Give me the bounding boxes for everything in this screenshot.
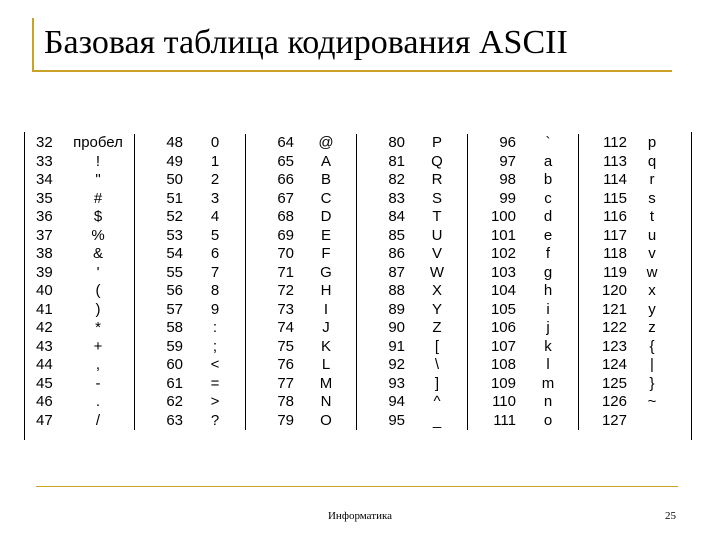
code-cell: 110 [492, 393, 516, 410]
code-cell: 72 [277, 282, 294, 299]
code-cell: 77 [277, 374, 294, 392]
char-cell: M [319, 374, 333, 392]
char-cell: . [95, 393, 101, 410]
code-cell: 59 [166, 337, 183, 355]
code-cell: 120 [601, 282, 627, 299]
char-cell: q [647, 152, 657, 170]
char-cell: ? [210, 411, 220, 429]
char-cell: ! [95, 152, 101, 170]
code-cell: 73 [277, 300, 294, 318]
char-cell: $ [93, 208, 103, 225]
char-cell: C [320, 189, 332, 207]
code-cell: 64 [277, 134, 294, 151]
code-cell: 102 [490, 245, 516, 262]
char-cell: Z [432, 319, 442, 336]
code-cell: 65 [277, 152, 294, 170]
char-cell: 4 [210, 208, 220, 225]
code-cell: 101 [490, 226, 516, 244]
code-cell: 67 [277, 189, 294, 207]
char-cell: n [543, 393, 553, 410]
code-cell: 118 [603, 245, 627, 262]
code-cell: 86 [388, 245, 405, 262]
char-cell: e [543, 226, 553, 244]
table-column-group [579, 134, 675, 430]
char-cell: / [95, 411, 101, 429]
code-cell: 60 [166, 356, 183, 373]
char-cell: R [431, 171, 443, 188]
char-cell: ' [96, 263, 100, 281]
code-cell: 107 [490, 337, 516, 355]
code-column [357, 134, 407, 430]
code-cell: 75 [277, 337, 294, 355]
char-cell: i [546, 300, 550, 318]
code-cell: 127 [601, 411, 627, 429]
char-cell: x [648, 282, 656, 299]
char-cell: m [541, 374, 555, 392]
code-cell: 38 [36, 245, 53, 262]
char-cell: 7 [210, 263, 220, 281]
code-cell: 89 [388, 300, 405, 318]
table-column-group [468, 134, 579, 430]
char-cell: Y [431, 300, 442, 318]
char-cell: = [210, 374, 220, 392]
char-cell: | [650, 356, 654, 373]
code-cell: 119 [603, 263, 627, 281]
char-cell: d [543, 208, 553, 225]
char-cell: ^ [433, 393, 441, 410]
char-cell: J [322, 319, 330, 336]
char-cell: ( [95, 282, 101, 299]
char-cell: v [648, 245, 656, 262]
code-cell: 50 [166, 171, 183, 188]
char-cell: j [546, 319, 550, 336]
code-cell: 126 [601, 393, 627, 410]
code-cell: 42 [36, 319, 53, 336]
code-cell: 56 [166, 282, 183, 299]
code-column [579, 134, 629, 430]
code-cell: 63 [166, 411, 183, 429]
code-cell: 51 [166, 189, 183, 207]
code-cell: 122 [601, 319, 627, 336]
code-cell: 79 [277, 411, 294, 429]
code-cell: 35 [36, 189, 53, 207]
footer-subject: Информатика [327, 510, 393, 522]
code-cell: 99 [499, 189, 516, 207]
char-cell: r [649, 171, 655, 188]
code-cell: 78 [277, 393, 294, 410]
slide-title: Базовая таблица кодирования ASCII [44, 24, 568, 61]
char-cell: ] [434, 374, 440, 392]
code-cell: 117 [603, 226, 627, 244]
code-cell: 57 [166, 300, 183, 318]
code-cell: 76 [277, 356, 294, 373]
code-cell: 105 [490, 300, 516, 318]
code-cell: 66 [277, 171, 294, 188]
code-cell: 74 [277, 319, 294, 336]
char-cell: } [649, 374, 655, 392]
char-cell: + [93, 337, 103, 355]
code-cell: 46 [36, 393, 53, 410]
char-cell: 5 [210, 226, 220, 244]
code-cell: 124 [601, 356, 627, 373]
char-cell: u [647, 226, 657, 244]
char-cell: S [431, 189, 442, 207]
char-cell: X [431, 282, 442, 299]
code-cell: 95 [388, 411, 405, 429]
code-cell: 48 [166, 134, 183, 151]
code-cell: 62 [166, 393, 183, 410]
code-cell: 82 [388, 171, 405, 188]
char-cell: l [546, 356, 550, 373]
code-cell: 113 [603, 152, 627, 170]
char-cell: F [321, 245, 331, 262]
char-cell: O [320, 411, 332, 429]
code-cell: 71 [277, 263, 294, 281]
char-cell: 1 [210, 152, 220, 170]
table-column-group [24, 134, 135, 430]
code-cell: 121 [601, 300, 627, 318]
code-cell: 106 [490, 319, 516, 336]
char-cell: B [320, 171, 331, 188]
code-cell: 43 [36, 337, 53, 355]
code-cell: 68 [277, 208, 294, 225]
code-cell: 91 [388, 337, 405, 355]
code-column [468, 134, 518, 430]
char-column [62, 134, 134, 430]
code-cell: 109 [490, 374, 516, 392]
code-cell: 92 [388, 356, 405, 373]
char-cell: p [647, 134, 657, 151]
code-cell: 98 [499, 171, 516, 188]
char-cell [629, 412, 675, 431]
code-cell: 61 [166, 374, 183, 392]
char-cell: - [95, 374, 101, 392]
code-column [135, 134, 185, 430]
code-cell: 81 [388, 152, 405, 170]
code-cell: 53 [166, 226, 183, 244]
char-cell: k [544, 337, 552, 355]
char-cell: V [431, 245, 442, 262]
char-cell: I [323, 300, 329, 318]
char-cell: g [543, 263, 553, 281]
code-cell: 94 [388, 393, 405, 410]
code-cell: 36 [36, 208, 53, 225]
table-column-group [135, 134, 246, 430]
char-cell: G [320, 263, 332, 281]
code-cell: 116 [603, 208, 627, 225]
char-cell: пробел [73, 134, 123, 151]
char-cell: # [93, 189, 103, 207]
ascii-table [24, 134, 692, 430]
code-cell: 123 [601, 337, 627, 355]
code-cell: 108 [490, 356, 516, 373]
char-cell: N [320, 393, 332, 410]
char-cell: 8 [210, 282, 220, 299]
code-cell: 37 [36, 226, 53, 244]
code-cell: 87 [388, 263, 405, 281]
char-cell: P [431, 134, 442, 151]
code-cell: 100 [490, 208, 516, 225]
char-cell: 0 [210, 134, 220, 151]
char-cell: 9 [210, 300, 220, 318]
code-cell: 80 [388, 134, 405, 151]
code-cell: 90 [388, 319, 405, 336]
char-cell: h [543, 282, 553, 299]
char-cell: : [212, 319, 218, 336]
code-cell: 39 [36, 263, 53, 281]
title-accent-vertical [32, 18, 34, 72]
char-cell: 2 [210, 171, 220, 188]
char-cell: b [543, 171, 553, 188]
code-cell: 84 [388, 208, 405, 225]
code-cell: 96 [499, 134, 516, 151]
code-cell: 112 [603, 134, 627, 151]
code-column [24, 134, 62, 430]
char-cell: ) [95, 300, 101, 318]
code-cell: 49 [166, 152, 183, 170]
char-cell: , [95, 356, 101, 373]
char-cell: & [92, 245, 103, 262]
code-cell: 58 [166, 319, 183, 336]
char-column [629, 134, 675, 430]
char-cell: w [646, 263, 658, 281]
char-cell: @ [318, 134, 334, 151]
char-cell: > [210, 393, 220, 410]
code-cell: 52 [166, 208, 183, 225]
code-cell: 103 [490, 263, 516, 281]
code-cell: 44 [36, 356, 53, 373]
code-cell: 47 [36, 411, 53, 429]
page-number: 25 [665, 510, 676, 522]
table-column-group [357, 134, 468, 430]
char-cell: % [91, 226, 105, 244]
code-cell: 41 [36, 300, 53, 318]
char-cell: o [543, 411, 553, 429]
char-cell: ~ [647, 393, 657, 410]
char-cell: { [649, 337, 655, 355]
code-cell: 88 [388, 282, 405, 299]
char-column [518, 134, 578, 430]
code-cell: 85 [388, 226, 405, 244]
char-cell: _ [432, 411, 442, 429]
char-cell: \ [434, 356, 440, 373]
code-cell: 55 [166, 263, 183, 281]
char-cell: A [320, 152, 331, 170]
char-cell: Q [431, 152, 443, 170]
char-cell: ; [212, 337, 218, 355]
code-cell: 114 [603, 171, 627, 188]
char-cell: c [544, 189, 552, 207]
code-cell: 40 [36, 282, 53, 299]
char-cell: 3 [210, 189, 220, 207]
char-cell: ` [545, 134, 551, 151]
char-cell: T [432, 208, 442, 225]
code-cell: 97 [499, 152, 516, 170]
char-cell: f [545, 245, 551, 262]
code-cell: 111 [493, 411, 516, 429]
code-cell: 32 [36, 134, 53, 151]
char-cell: H [320, 282, 332, 299]
char-cell: K [320, 337, 331, 355]
char-cell: " [95, 171, 101, 188]
code-column [246, 134, 296, 430]
code-cell: 70 [277, 245, 294, 262]
char-cell: a [543, 152, 553, 170]
char-cell: W [429, 263, 445, 281]
title-accent-horizontal [32, 70, 672, 72]
code-cell: 83 [388, 189, 405, 207]
code-cell: 104 [490, 282, 516, 299]
char-column [185, 134, 245, 430]
char-cell: * [95, 319, 101, 336]
char-cell: < [210, 356, 220, 373]
char-cell: y [648, 300, 656, 318]
code-cell: 93 [388, 374, 405, 392]
char-column [407, 134, 467, 430]
char-cell: D [320, 208, 332, 225]
code-cell: 125 [601, 374, 627, 392]
footer-divider [36, 486, 678, 487]
char-cell: t [649, 208, 655, 225]
code-cell: 69 [277, 226, 294, 244]
char-cell: U [431, 226, 443, 244]
table-column-group [246, 134, 357, 430]
char-cell: z [648, 319, 656, 336]
char-cell: [ [434, 337, 440, 355]
char-column [296, 134, 356, 430]
char-cell: L [321, 356, 331, 373]
code-cell: 115 [603, 189, 627, 207]
code-cell: 33 [36, 152, 53, 170]
char-cell: 6 [210, 245, 220, 262]
code-cell: 34 [36, 171, 53, 188]
code-cell: 45 [36, 374, 53, 392]
char-cell: E [320, 226, 331, 244]
code-cell: 54 [166, 245, 183, 262]
char-cell: s [648, 189, 656, 207]
